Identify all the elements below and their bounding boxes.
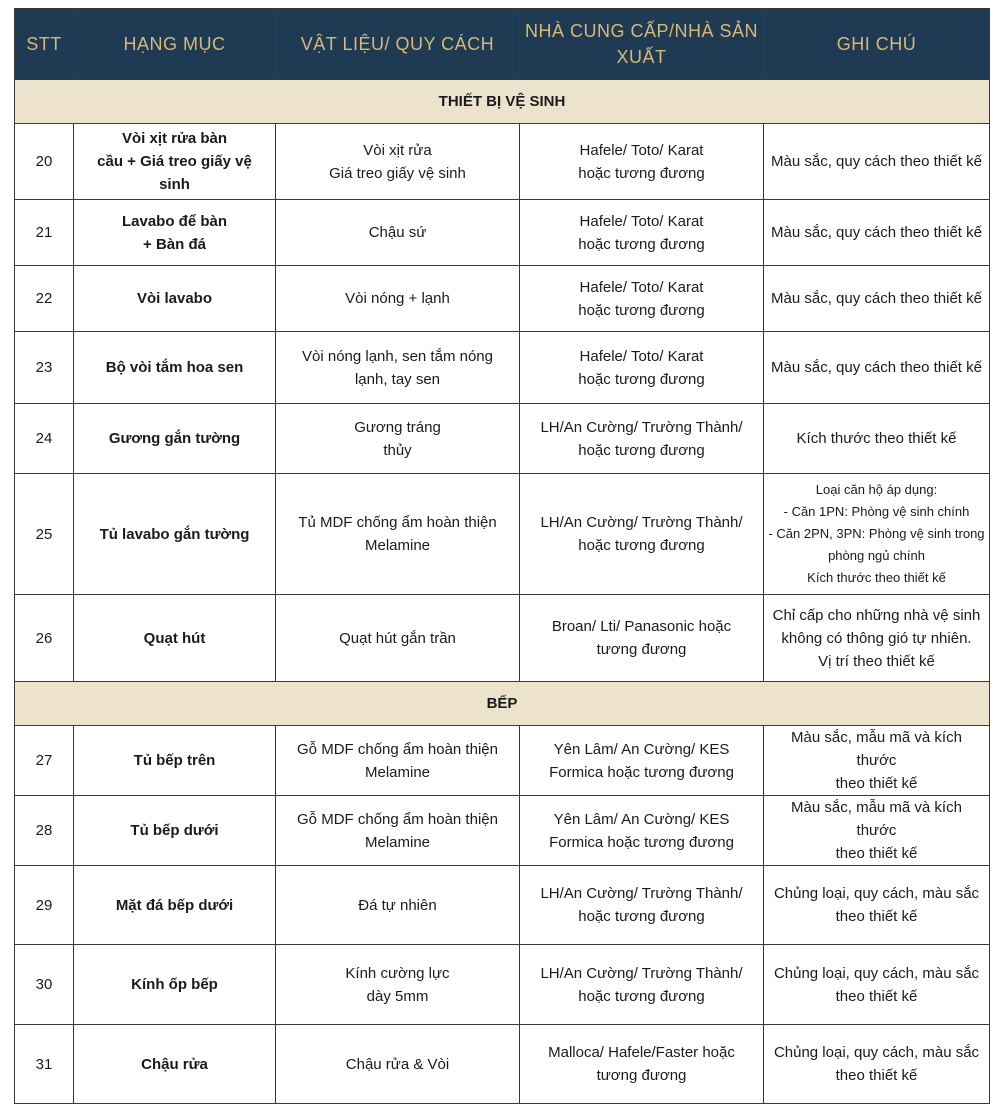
text-line: theo thiết kế — [835, 845, 918, 862]
text-line: theo thiết kế — [835, 1067, 918, 1084]
text-line: hoặc tương đương — [578, 164, 705, 182]
cell-supplier — [520, 866, 764, 945]
spec-table — [14, 8, 990, 1104]
text-line: Màu sắc, mẫu mã và kích thước — [791, 729, 962, 769]
cell-stt — [15, 796, 74, 866]
cell-stt — [15, 1025, 74, 1104]
text-line: hoặc tương đương — [578, 235, 705, 253]
text-line: Chủng loại, quy cách, màu sắc — [773, 1044, 980, 1061]
cell-supplier — [520, 404, 764, 474]
table-row — [15, 266, 990, 332]
text-line: Kính ốp bếp — [131, 976, 218, 993]
text-line: Melamine — [364, 537, 431, 554]
cell-material — [276, 595, 520, 682]
text-line: 30 — [35, 976, 53, 993]
text-line: Tủ bếp trên — [133, 752, 216, 769]
cell-supplier — [520, 124, 764, 200]
cell-material — [276, 1025, 520, 1104]
table-row — [15, 200, 990, 266]
cell-supplier — [520, 726, 764, 796]
text-line: hoặc tương đương — [578, 370, 705, 388]
cell-item — [74, 404, 276, 474]
text-line: Quạt hút gắn trần — [339, 629, 456, 647]
text-line: NHÀ CUNG CẤP/ — [524, 21, 675, 41]
cell-stt — [15, 726, 74, 796]
cell-note — [764, 200, 990, 266]
section-title: BẾP — [15, 682, 990, 726]
cell-stt — [15, 404, 74, 474]
text-line: hoặc tương đương — [578, 908, 705, 925]
text-line: theo thiết kế — [835, 775, 918, 792]
text-line: Vòi nóng + lạnh — [345, 290, 450, 307]
text-line: Vòi xịt rửa — [363, 141, 432, 159]
table-row — [15, 124, 990, 200]
text-line: Hafele/ Toto/ Karat — [579, 347, 704, 365]
text-line: hoặc tương đương — [578, 537, 705, 554]
text-line: Kích thước theo thiết kế — [807, 570, 946, 585]
text-line: 23 — [35, 359, 53, 376]
text-line: Tủ lavabo gắn tường — [99, 525, 250, 543]
text-line: Chậu rửa & Vòi — [345, 1055, 450, 1073]
text-line: Formica hoặc tương đương — [549, 833, 734, 851]
text-line: Màu sắc, quy cách theo thiết kế — [771, 224, 982, 241]
cell-supplier — [520, 595, 764, 682]
text-line: - Căn 1PN: Phòng vệ sinh chính — [783, 504, 970, 519]
cell-material — [276, 945, 520, 1025]
section-row — [15, 80, 990, 124]
text-line: Hafele/ Toto/ Karat — [579, 278, 704, 296]
text-line: Kính cường lực — [345, 964, 450, 982]
header-supplier — [520, 9, 764, 80]
cell-material — [276, 726, 520, 796]
cell-note — [764, 1025, 990, 1104]
cell-item — [74, 1025, 276, 1104]
text-line: Màu sắc, quy cách theo thiết kế — [771, 359, 982, 376]
text-line: 21 — [35, 224, 53, 241]
text-line: Màu sắc, mẫu mã và kích thước — [791, 799, 962, 839]
cell-supplier — [520, 266, 764, 332]
text-line: Mặt đá bếp dưới — [115, 896, 234, 914]
table-row — [15, 945, 990, 1025]
text-line: Melamine — [364, 763, 431, 781]
text-line: sinh — [159, 176, 190, 193]
text-line: Chỉ cấp cho những nhà vệ sinh — [772, 606, 981, 624]
text-line: Chủng loại, quy cách, màu sắc — [773, 964, 980, 982]
text-line: Broan/ Lti/ Panasonic hoặc — [551, 618, 732, 635]
text-line: hoặc tương đương — [578, 441, 705, 459]
text-line: Yên Lâm/ An Cường/ KES — [553, 810, 730, 828]
cell-supplier — [520, 200, 764, 266]
cell-stt — [15, 332, 74, 404]
cell-material — [276, 124, 520, 200]
table-body — [15, 80, 990, 1104]
text-line: Hafele/ Toto/ Karat — [579, 212, 704, 230]
text-line: 27 — [35, 752, 53, 769]
text-line: thủy — [383, 441, 412, 459]
text-line: + Bàn đá — [143, 235, 206, 253]
cell-item — [74, 124, 276, 200]
cell-material — [276, 474, 520, 595]
cell-item — [74, 945, 276, 1025]
cell-supplier — [520, 796, 764, 866]
text-line: Gương gắn tường — [108, 430, 241, 447]
text-line: Kích thước theo thiết kế — [796, 430, 957, 447]
text-line: Tủ bếp dưới — [130, 822, 219, 839]
text-line: tương đương — [596, 641, 687, 658]
text-line: Lavabo để bàn — [121, 212, 228, 230]
cell-note — [764, 124, 990, 200]
cell-item — [74, 866, 276, 945]
text-line: Màu sắc, quy cách theo thiết kế — [771, 153, 982, 170]
text-line: 20 — [35, 153, 53, 170]
cell-stt — [15, 200, 74, 266]
header-row — [15, 9, 990, 80]
text-line: 31 — [35, 1055, 53, 1073]
cell-stt — [15, 474, 74, 595]
text-line: 26 — [35, 629, 53, 647]
section-row — [15, 682, 990, 726]
text-line: 29 — [35, 896, 53, 914]
cell-item — [74, 266, 276, 332]
text-line: Formica hoặc tương đương — [549, 763, 734, 781]
text-line: tương đương — [596, 1067, 687, 1084]
cell-stt — [15, 266, 74, 332]
header-note: GHI CHÚ — [764, 9, 990, 80]
table-row — [15, 796, 990, 866]
text-line: theo thiết kế — [835, 987, 918, 1005]
table-row — [15, 595, 990, 682]
text-line: LH/An Cường/ Trường Thành/ — [540, 418, 743, 436]
header-material: VẬT LIỆU/ QUY CÁCH — [276, 9, 520, 80]
text-line: NHÀ SẢN XUẤT — [616, 21, 759, 67]
cell-supplier — [520, 1025, 764, 1104]
cell-material — [276, 404, 520, 474]
text-line: Yên Lâm/ An Cường/ KES — [553, 740, 730, 758]
text-line: Vòi lavabo — [136, 290, 213, 307]
text-line: cầu + Giá treo giấy vệ — [97, 153, 252, 170]
cell-item — [74, 474, 276, 595]
text-line: không có thông gió tự nhiên. — [781, 629, 972, 647]
section-title: THIẾT BỊ VỆ SINH — [15, 80, 990, 124]
text-line: Bộ vòi tắm hoa sen — [105, 359, 244, 376]
cell-material — [276, 796, 520, 866]
cell-supplier — [520, 474, 764, 595]
cell-stt — [15, 124, 74, 200]
header-stt: STT — [15, 9, 74, 80]
text-line: Vị trí theo thiết kế — [818, 652, 935, 670]
text-line: Vòi nóng lạnh, sen tắm nóng — [302, 347, 493, 365]
cell-item — [74, 595, 276, 682]
text-line: Malloca/ Hafele/Faster hoặc — [548, 1044, 735, 1061]
text-line: Chậu rửa — [141, 1055, 208, 1073]
text-line: hoặc tương đương — [578, 301, 705, 319]
text-line: Hafele/ Toto/ Karat — [579, 141, 704, 159]
cell-note — [764, 595, 990, 682]
cell-note — [764, 404, 990, 474]
cell-note — [764, 332, 990, 404]
text-line: hoặc tương đương — [578, 987, 705, 1005]
cell-note — [764, 796, 990, 866]
cell-item — [74, 726, 276, 796]
text-line: phòng ngủ chính — [828, 548, 925, 563]
text-line: 28 — [35, 822, 53, 839]
cell-item — [74, 796, 276, 866]
cell-material — [276, 266, 520, 332]
cell-note — [764, 866, 990, 945]
text-line: Melamine — [364, 833, 431, 851]
text-line: Tủ MDF chống ẩm hoàn thiện — [298, 514, 497, 531]
cell-material — [276, 200, 520, 266]
text-line: LH/An Cường/ Trường Thành/ — [540, 964, 743, 982]
cell-supplier — [520, 945, 764, 1025]
cell-stt — [15, 595, 74, 682]
cell-note — [764, 945, 990, 1025]
text-line: Gương tráng — [354, 418, 441, 436]
text-line: lạnh, tay sen — [354, 370, 441, 388]
cell-supplier — [520, 332, 764, 404]
text-line: Đá tự nhiên — [358, 896, 437, 914]
text-line: 22 — [35, 290, 53, 307]
text-line: 24 — [35, 430, 53, 447]
text-line: Màu sắc, quy cách theo thiết kế — [771, 290, 982, 307]
text-line: 25 — [35, 525, 53, 543]
cell-material — [276, 866, 520, 945]
cell-stt — [15, 945, 74, 1025]
header-item: HẠNG MỤC — [74, 9, 276, 80]
cell-note — [764, 726, 990, 796]
text-line: Vòi xịt rửa bàn — [121, 130, 228, 147]
text-line: theo thiết kế — [835, 908, 918, 925]
table-row — [15, 1025, 990, 1104]
text-line: Gỗ MDF chống ẩm hoàn thiện — [297, 740, 498, 758]
cell-note — [764, 474, 990, 595]
text-line: Loại căn hộ áp dụng: — [815, 482, 938, 497]
cell-item — [74, 200, 276, 266]
table-row — [15, 866, 990, 945]
text-line: dày 5mm — [366, 987, 429, 1005]
table-row — [15, 404, 990, 474]
text-line: LH/An Cường/ Trường Thành/ — [540, 514, 743, 531]
table-row — [15, 726, 990, 796]
text-line: Giá treo giấy vệ sinh — [329, 164, 466, 182]
text-line: LH/An Cường/ Trường Thành/ — [540, 885, 743, 902]
cell-item — [74, 332, 276, 404]
text-line: Chủng loại, quy cách, màu sắc — [773, 885, 980, 902]
text-line: Chậu sứ — [368, 224, 427, 241]
text-line: Gỗ MDF chống ẩm hoàn thiện — [297, 810, 498, 828]
cell-note — [764, 266, 990, 332]
table-row — [15, 332, 990, 404]
text-line: - Căn 2PN, 3PN: Phòng vệ sinh trong — [768, 526, 985, 541]
text-line: Quạt hút — [143, 629, 206, 647]
cell-stt — [15, 866, 74, 945]
table-row — [15, 474, 990, 595]
cell-material — [276, 332, 520, 404]
